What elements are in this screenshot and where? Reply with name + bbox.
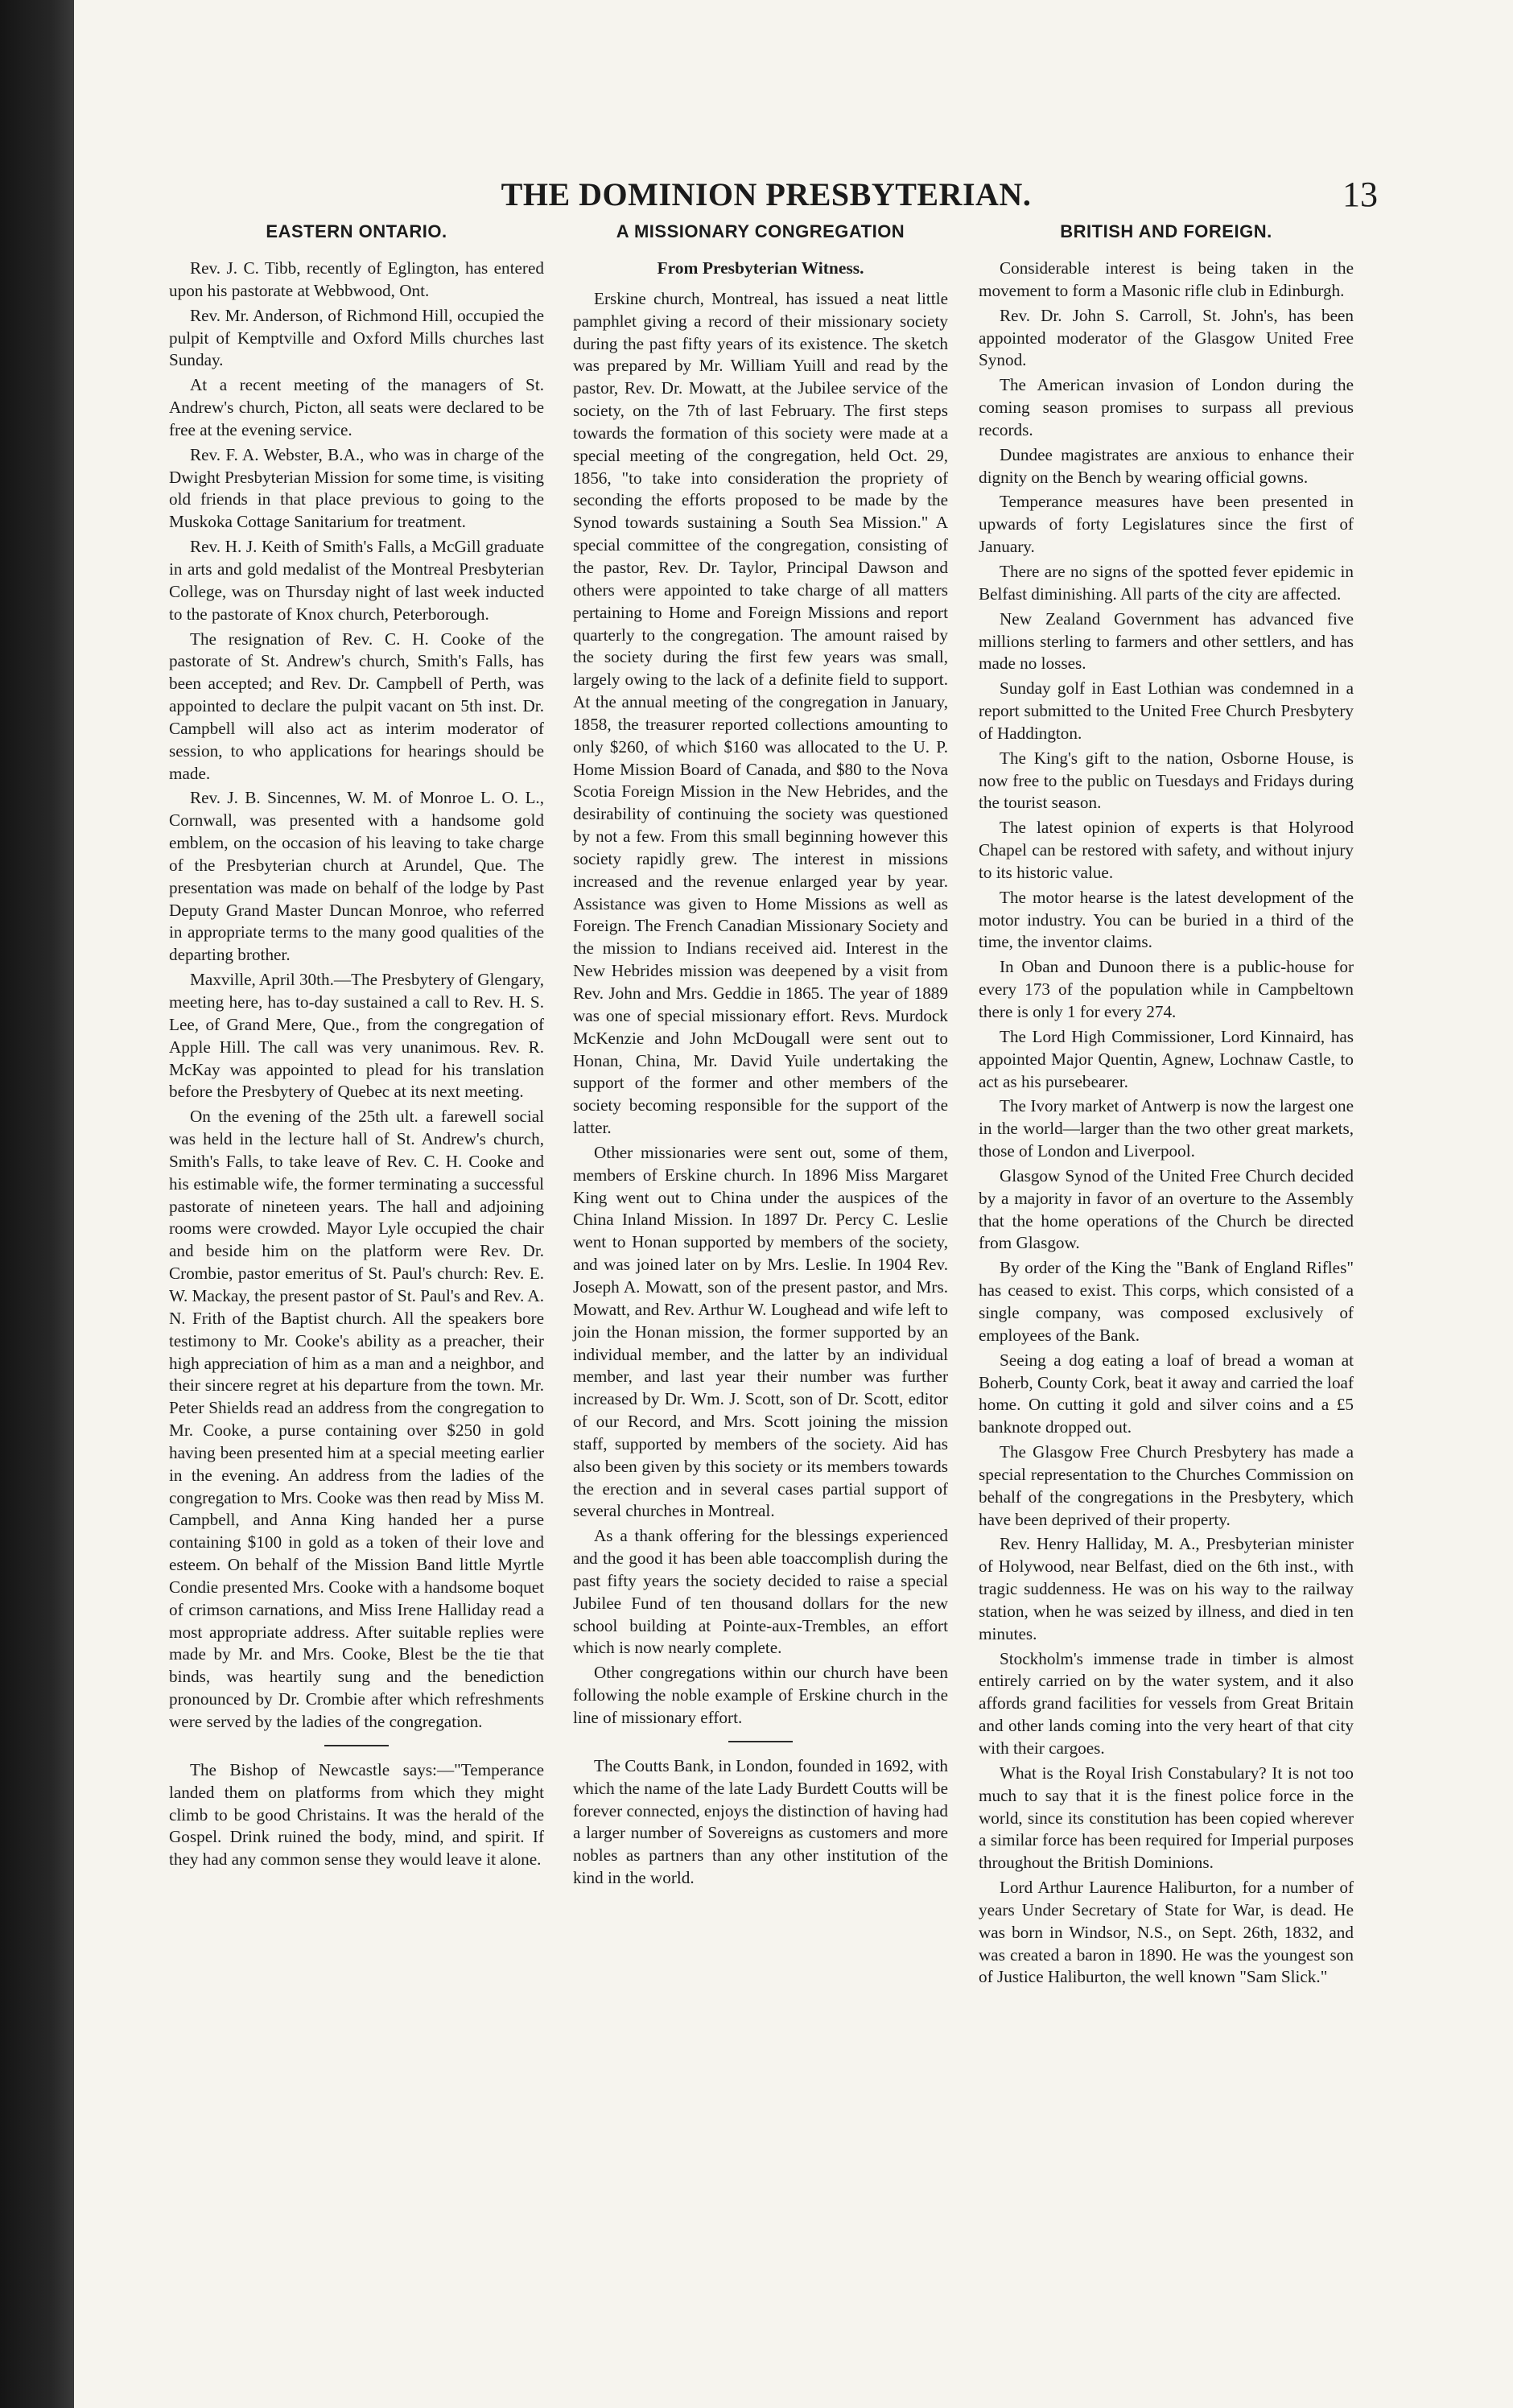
- article-paragraph: The Bishop of Newcastle says:—"Temperance landed them on platforms from which they might climb to be good Christains. It was the herald of the Gospel. Drink ruined the body, mind, and spirit. If they had any common sense they would leave it alone.: [169, 1759, 544, 1870]
- news-item: Rev. Henry Halliday, M. A., Presbyterian minister of Holywood, near Belfast, died on the 6th inst., with tragic suddenness. He was on his way to the railway station, when he was seized by illness, and died in ten minutes.: [979, 1534, 1354, 1643]
- article-paragraph: Rev. H. J. Keith of Smith's Falls, a McGill graduate in arts and gold medalist of the Montreal Presbyterian College, was on Thursday night of last week inducted to the pastorate of Knox church, Peterborough.: [169, 537, 544, 624]
- column-subheading: From Presbyterian Witness.: [657, 258, 864, 278]
- news-item: In Oban and Dunoon there is a public-house for every 173 of the population while in Campbeltown there is only 1 for every 274.: [979, 957, 1354, 1021]
- column-missionary-congregation: [573, 219, 948, 1892]
- article-paragraph: Erskine church, Montreal, has issued a neat little pamphlet giving a record of their missionary society during the past fifty years of its existence. The sketch was prepared by Mr. William Yuill and read by the pastor, Rev. Dr. Mowatt, at the Jubilee service of the society, on the 7th of last February. The first steps towards the formation of this society were made at a special meeting of the congregation, held Oct. 29, 1856, "to take into consideration the propriety of seconding the efforts proposed to be made by the Synod towards sustaining a South Sea Mission." A special committee of the congregation, consisting of the pastor, Rev. Dr. Taylor, Principal Dawson and others were appointed to take charge of all matters pertaining to Home and Foreign Missions and report quarterly to the congregation. The amount raised by the society during the first few years was small, largely owing to the lack of a definite field to support. At the annual meeting of the congregation in January, 1858, the treasurer reported collections amounting to only $260, of which $160 was allocated to the U. P. Home Mission Board of Canada, and $80 to the Nova Scotia Foreign Mission in the New Hebrides, and the desirability of continuing the society was questioned by not a few. From this small beginning however this society rapidly grew. The interest in missions increased and the revenue enlarged year by year. Assistance was given to Home Missions as well as Foreign. The French Canadian Missionary Society and the mission to Indians received aid. Interest in the New Hebrides mission was deepened by a visit from Rev. John and Mrs. Geddie in 1865. The year of 1889 was one of special missionary effort. Revs. Murdock McKenzie and John McDougall were sent out to Honan, China, Mr. David Yuile undertaking the support of the former and other members of the society becoming responsible for the support of the latter.: [573, 288, 948, 1138]
- article-paragraph: Other missionaries were sent out, some of them, members of Erskine church. In 1896 Miss Margaret King went out to China under the auspices of the China Inland Mission. In 1897 Dr. Percy C. Leslie went to Honan supported by members of the society, and was joined later on by Mrs. Leslie. In 1904 Rev. Joseph A. Mowatt, son of the present pastor, and Mrs. Mowatt, and Rev. Arthur W. Loughead and wife left to join the Honan mission, the former supported by an individual member, and the latter by an individual member, and last year their number was further increased by Dr. Wm. J. Scott, son of Dr. Scott, editor of our Record, and Mrs. Scott joining the mission staff, supported by members of the society. Aid has also been given by this society or its members towards the erection and in several cases partial support of several churches in Montreal.: [573, 1142, 948, 1521]
- news-item: The Ivory market of Antwerp is now the largest one in the world—larger than the two other great markets, those of London and Liverpool.: [979, 1096, 1354, 1161]
- news-item: The American invasion of London during the coming season promises to surpass all previous records.: [979, 375, 1354, 439]
- article-paragraph: At a recent meeting of the managers of St. Andrew's church, Picton, all seats were declared to be free at the evening service.: [169, 375, 544, 439]
- news-item: Glasgow Synod of the United Free Church decided by a majority in favor of an overture to the Assembly that the home operations of the Church be directed from Glasgow.: [979, 1165, 1354, 1253]
- newspaper-page: [74, 0, 1513, 2408]
- article-paragraph: Rev. F. A. Webster, B.A., who was in charge of the Dwight Presbyterian Mission for some time, is visiting old friends in that place previous to going to the Muskoka Cottage Sanitarium for treatment.: [169, 444, 544, 532]
- article-paragraph: On the evening of the 25th ult. a farewell social was held in the lecture hall of St. Andrew's church, Smith's Falls, to take leave of Rev. C. H. Cooke and his estimable wife, the former terminating a successful pastorate of nineteen years. The hall and adjoining rooms were crowded. Mayor Lyle occupied the chair and beside him on the platform were Rev. Dr. Crombie, pastor emeritus of St. Paul's church: Rev. E. W. Mackay, the present pastor of St. Paul's and Rev. A. N. Frith of the Baptist church. All the speakers bore testimony to Mr. Cooke's ability as a preacher, their high appreciation of him as a man and a neighbor, and their sincere regret at his departure from the town. Mr. Peter Shields read an address from the congregation to Mr. Cooke, a purse containing over $250 in gold having been presented him at a special meeting earlier in the evening. An address from the ladies of the congregation to Mrs. Cooke was then read by Miss M. Campbell, and Anna King handed her a purse containing $100 in gold as a token of their love and esteem. On behalf of the Mission Band little Myrtle Condie presented Mrs. Cooke with a handsome boquet of crimson carnations, and Miss Irene Halliday read a most appropriate address. After suitable replies were made by Mr. and Mrs. Cooke, Blest be the tie that binds, was heartily sung and the benediction pronounced by Dr. Crombie after which refreshments were served by the ladies of the congregation.: [169, 1107, 544, 1731]
- news-item: Seeing a dog eating a loaf of bread a woman at Boherb, County Cork, beat it away and carried the loaf home. On cutting it gold and silver coins and a £5 banknote dropped out.: [979, 1350, 1354, 1437]
- column-heading: BRITISH AND FOREIGN.: [1060, 221, 1272, 241]
- news-item: There are no signs of the spotted fever epidemic in Belfast diminishing. All parts of the city are affected.: [979, 561, 1354, 604]
- article-paragraph: The Coutts Bank, in London, founded in 1692, with which the name of the late Lady Burdett Coutts will be forever connected, enjoys the distinction of having had a larger number of Sovereigns as customers and more nobles as partners than any other institution of the kind in the world.: [573, 1755, 949, 1888]
- article-paragraph: Other congregations within our church have been following the noble example of Erskine church in the line of missionary effort.: [573, 1663, 948, 1727]
- article-paragraph: As a thank offering for the blessings experienced and the good it has been able toaccomplish during the past fifty years the society decided to raise a special Jubilee Fund of ten thousand dollars for the new school building at Pointe-aux-Trembles, an effort which is now nearly complete.: [573, 1526, 948, 1658]
- column-heading: A MISSIONARY CONGREGATION: [616, 221, 905, 241]
- news-item: Sunday golf in East Lothian was condemned in a report submitted to the United Free Church Presbytery of Haddington.: [979, 678, 1354, 743]
- column-heading: EASTERN ONTARIO.: [266, 221, 447, 241]
- article-paragraph: Rev. Mr. Anderson, of Richmond Hill, occupied the pulpit of Kemptville and Oxford Mills churches last Sunday.: [169, 305, 544, 370]
- article-paragraph: The resignation of Rev. C. H. Cooke of the pastorate of St. Andrew's church, Smith's Falls, has been accepted; and Rev. Dr. Campbell of Perth, was appointed to declare the pulpit vacant on 5th inst. Dr. Campbell will also act as interim moderator of session, to who applications for hearings should be made.: [169, 629, 544, 783]
- news-item: The Lord High Commissioner, Lord Kinnaird, has appointed Major Quentin, Agnew, Lochnaw Castle, to act as his pursebearer.: [979, 1026, 1354, 1091]
- page-header: [74, 175, 1513, 221]
- section-divider: [728, 1741, 793, 1742]
- news-item: The Glasgow Free Church Presbytery has made a special representation to the Churches Commission on behalf of the congregations in the Presbytery, which have been deprived of their property.: [979, 1442, 1354, 1529]
- news-item: Rev. Dr. John S. Carroll, St. John's, has been appointed moderator of the Glasgow United Free Synod.: [979, 305, 1354, 370]
- news-item: The latest opinion of experts is that Holyrood Chapel can be restored with safety, and without injury to its historic value.: [979, 818, 1354, 882]
- news-item: Stockholm's immense trade in timber is almost entirely carried on by the water system, and it also affords grand facilities for vessels from Great Britain and other lands coming into the very heart of that city with their cargoes.: [979, 1648, 1354, 1758]
- article-paragraph: Rev. J. C. Tibb, recently of Eglington, has entered upon his pastorate at Webbwood, Ont.: [169, 258, 544, 300]
- news-item: The motor hearse is the latest development of the motor industry. You can be buried in a third of the time, the inventor claims.: [979, 887, 1354, 952]
- news-item: Dundee magistrates are anxious to enhance their dignity on the Bench by wearing official gowns.: [979, 444, 1354, 487]
- news-item: Considerable interest is being taken in the movement to form a Masonic rifle club in Edinburgh.: [979, 258, 1354, 300]
- news-item: By order of the King the "Bank of England Rifles" has ceased to exist. This corps, which consisted of a single company, was composed exclusively of employees of the Bank.: [979, 1258, 1354, 1345]
- scan-binding-edge: [0, 0, 74, 2408]
- news-item: What is the Royal Irish Constabulary? It is not too much to say that it is the finest police force in the world, since its constitution has been copied wherever a similar force has been required for Imperial purposes throughout the British Dominions.: [979, 1763, 1354, 1873]
- page-title: THE DOMINION PRESBYTERIAN.: [501, 176, 1032, 212]
- news-item: Temperance measures have been presented in upwards of forty Legislatures since the first of January.: [979, 492, 1354, 557]
- news-item: Lord Arthur Laurence Haliburton, for a number of years Under Secretary of State for War, is dead. He was born in Windsor, N.S., on Sept. 26th, 1832, and was created a baron in 1890. He was the youngest son of Justice Haliburton, the well known "Sam Slick.": [979, 1878, 1354, 1987]
- article-paragraph: Rev. J. B. Sincennes, W. M. of Monroe L. O. L., Cornwall, was presented with a handsome gold emblem, on the occasion of his leaving to take charge of the Presbyterian church at Arundel, Que. The presentation was made on behalf of the lodge by Past Deputy Grand Master Duncan Monroe, who referred in appropriate terms to the many good qualities of the departing brother.: [169, 788, 544, 965]
- section-divider: [324, 1745, 389, 1746]
- page-number: 13: [1342, 175, 1378, 214]
- article-paragraph: Maxville, April 30th.—The Presbytery of Glengary, meeting here, has to-day sustained a call to Rev. H. S. Lee, of Grand Mere, Que., from the congregation of Apple Hill. The call was very unanimous. Rev. R. McKay was appointed to plead for his translation before the Presbytery of Quebec at its next meeting.: [169, 970, 544, 1102]
- news-item: New Zealand Government has advanced five millions sterling to farmers and other settlers, and has made no losses.: [979, 608, 1354, 674]
- column-eastern-ontario: [169, 219, 544, 1874]
- column-british-and-foreign: [979, 219, 1354, 1991]
- news-item: The King's gift to the nation, Osborne House, is now free to the public on Tuesdays and Fridays during the tourist season.: [979, 748, 1354, 813]
